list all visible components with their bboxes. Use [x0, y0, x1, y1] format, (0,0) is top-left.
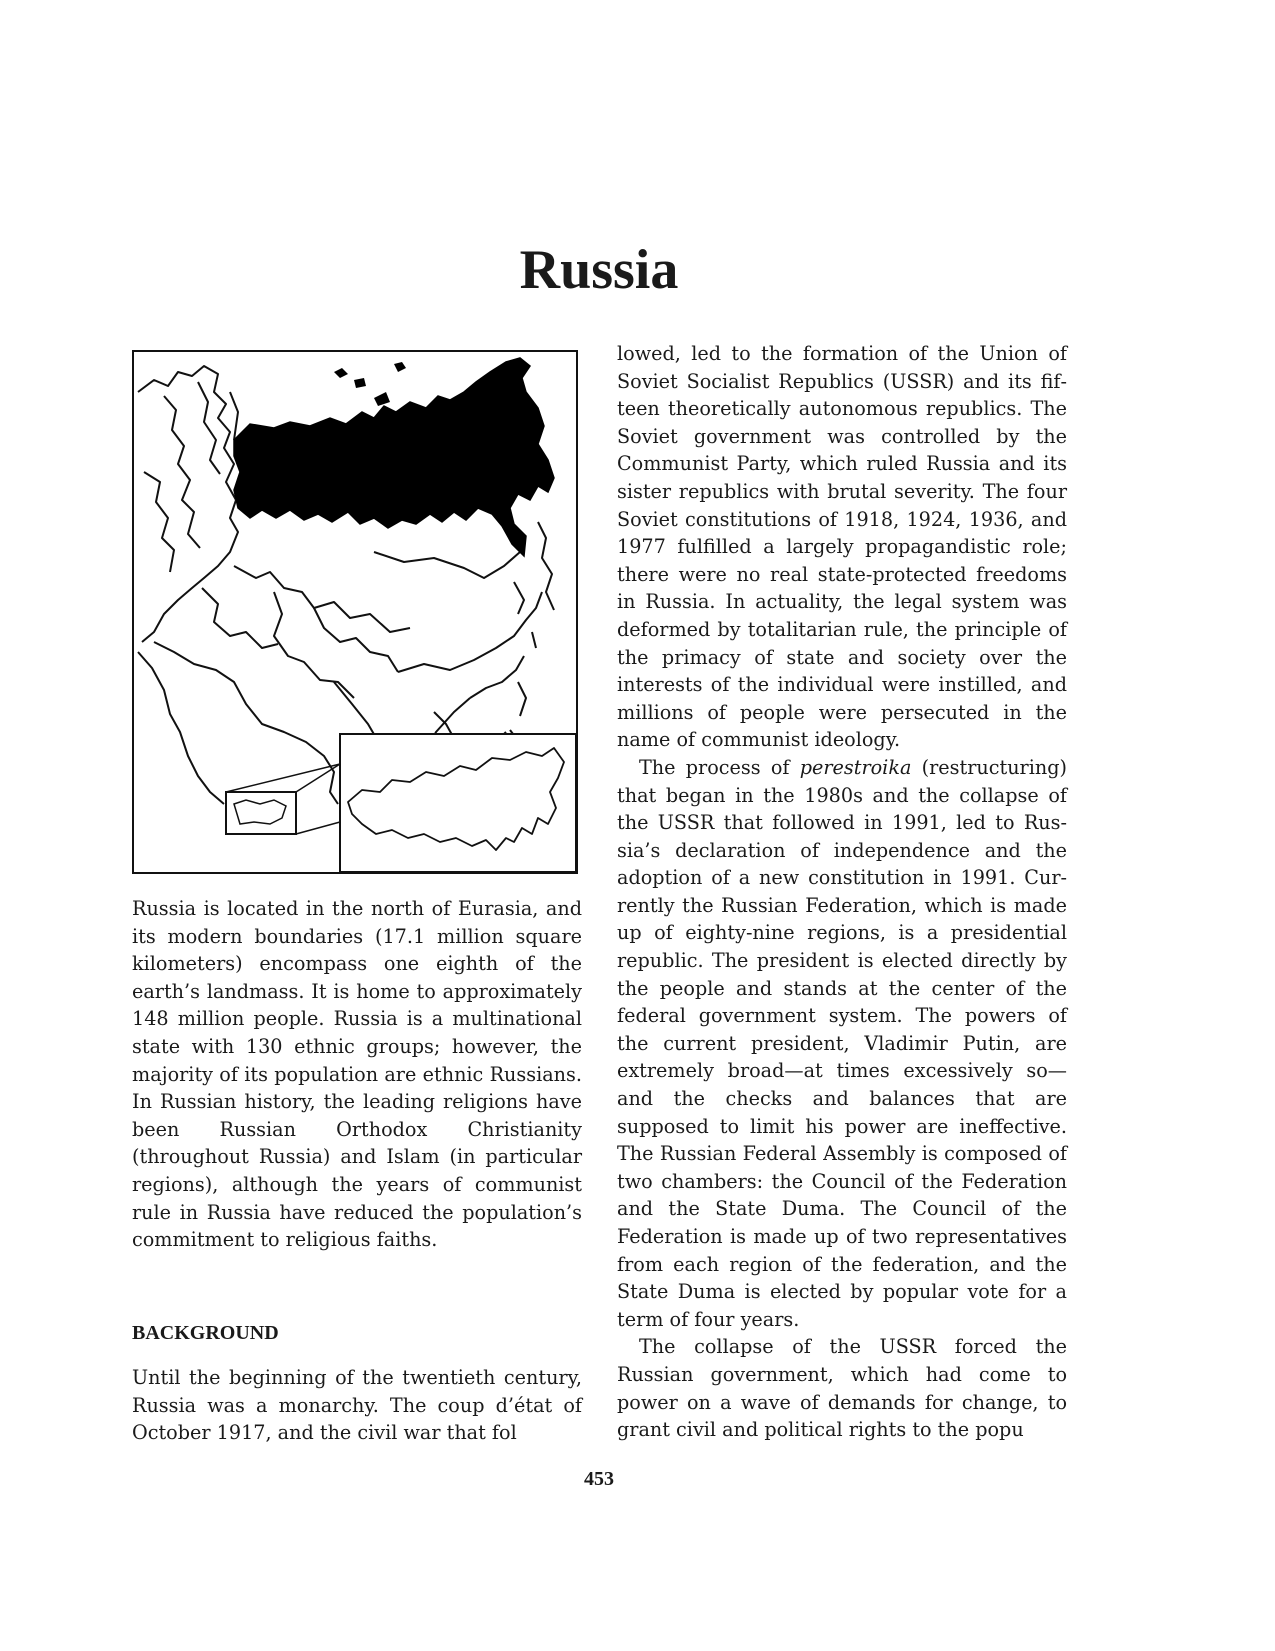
perestroika-lead: The process of — [639, 755, 800, 779]
left-column-background — [132, 1364, 582, 1447]
left-column-intro — [132, 895, 582, 1254]
map-icon — [134, 352, 576, 872]
section-heading-background: BACKGROUND — [132, 1322, 279, 1344]
page-title: Russia — [519, 239, 679, 301]
perestroika-rest: (restructuring) that began in the 1980s and the collapse of the USSR that followed in 1991, led to Russia’s declaration of independence and the adoption of a new constitution in 1991. Currently the Russian Federation, which is made up of eighty-nine regions, is a presidential republic. The president is elected directly by the people and stands at the center of the federal government system. The powers of the current president, Vladimir Putin, are extremely broad—at times excessively so—and the checks and balances that are supposed to limit his power are ineffective. The Russian Federal Assembly is composed of two chambers: the Council of the Federation and the State Duma. The Council of the Federation is made up of two representatives from each region of the federation, and the State Duma is elected by popular vote for a term of four years. — [617, 755, 1067, 1331]
right-paragraph-2 — [617, 754, 1067, 1333]
intro-paragraph: Russia is located in the north of Eurasia, and its modern boundaries (17.1 million square kilometers) encompass one eighth of the earth’s landmass. It is home to approximately 148 million people. Russia is a multinational state with 130 ethnic groups; however, the majority of its population are ethnic Russians. In Russian history, the leading religions have been Russian Orthodox Christianity (throughout Russia) and Islam (in particular regions), although the years of communist rule in Russia have reduced the population’s commitment to religious faiths. — [132, 897, 582, 1252]
right-paragraph-1: lowed, led to the formation of the Union of Soviet Socialist Republics (USSR) and its fifteen theoretically autonomous republics. The Soviet government was controlled by the Communist Party, which ruled Russia and its sister republics with brutal severity. The four Soviet constitutions of 1918, 1924, 1936, and 1977 fulfilled a largely propagandistic role; there were no real state-protected freedoms in Russia. In actuality, the legal system was deformed by totalitarian rule, the principle of the primacy of state and society over the interests of the individual were instilled, and millions of people were persecuted in the name of communist ideology. — [617, 342, 1067, 752]
perestroika-term: perestroika — [799, 755, 912, 779]
right-column — [617, 340, 1067, 1444]
right-paragraph-3: The collapse of the USSR forced the Russian government, which had come to power on a wave of demands for change, to grant civil and political rights to the popu — [617, 1335, 1067, 1442]
russia-locator-map — [132, 350, 578, 874]
page-number: 453 — [584, 1468, 614, 1490]
background-paragraph: Until the beginning of the twentieth century, Russia was a monarchy. The coup d’état of October 1917, and the civil war that fol — [132, 1366, 582, 1445]
